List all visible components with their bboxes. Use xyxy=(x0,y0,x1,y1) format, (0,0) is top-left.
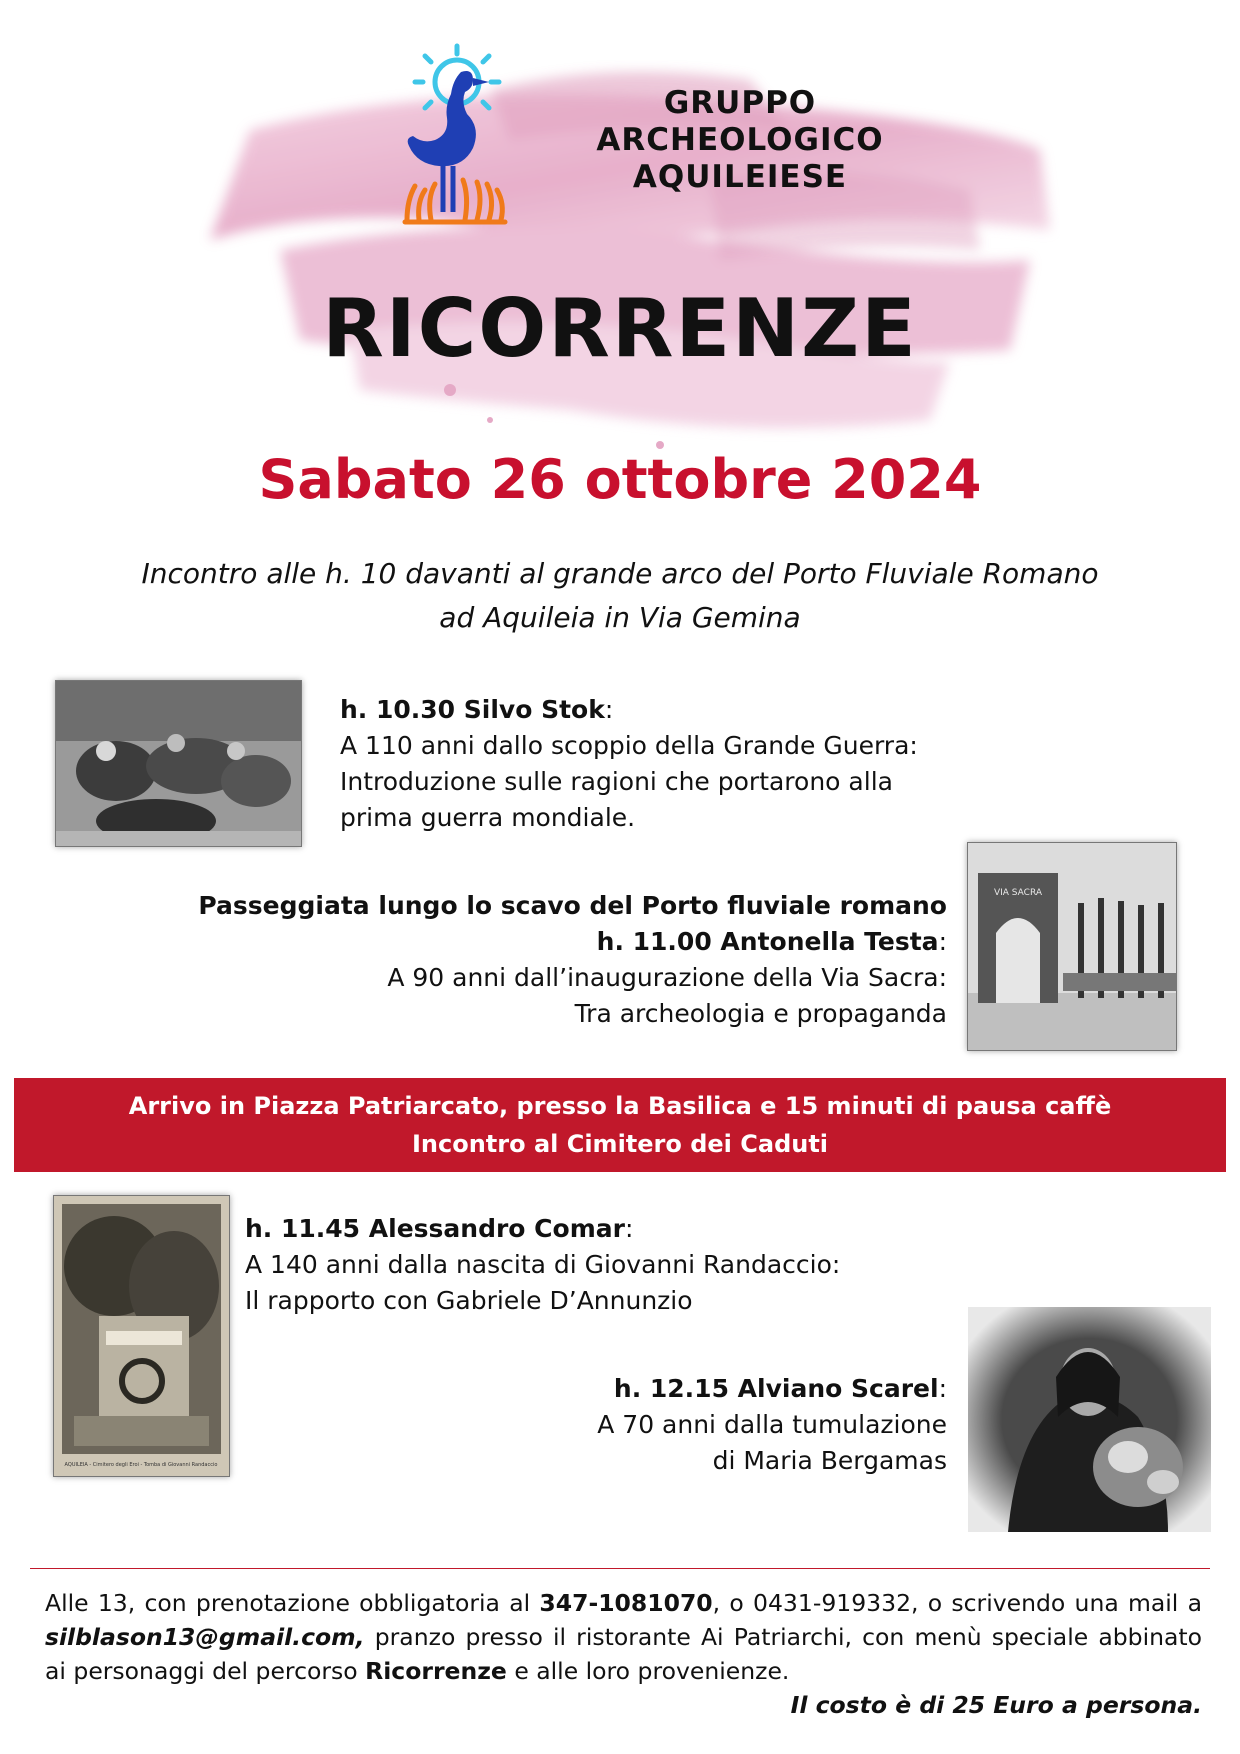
talk-time-speaker: h. 12.15 Alviano Scarel xyxy=(613,1374,939,1403)
organization-name-line: AQUILEIESE xyxy=(632,159,848,195)
talk-line: Introduzione sulle ragioni che portarono alla xyxy=(340,767,893,796)
lunch-info xyxy=(45,1586,1202,1722)
organization-name xyxy=(590,85,890,196)
via-sacra-arch-photo xyxy=(967,842,1177,1051)
event-name-bold: Ricorrenze xyxy=(365,1657,507,1685)
maria-bergamas-photo xyxy=(968,1307,1211,1532)
talk-time-speaker: h. 11.45 Alessandro Comar xyxy=(245,1214,625,1243)
banner-line: Arrivo in Piazza Patriarcato, presso la Basilica e 15 minuti di pausa caffè xyxy=(128,1092,1112,1120)
crane-logo-icon xyxy=(395,42,520,227)
pause-banner xyxy=(14,1078,1226,1172)
talk-line: A 90 anni dall’inaugurazione della Via Sacra: xyxy=(387,963,947,992)
talk-line: prima guerra mondiale. xyxy=(340,803,636,832)
lunch-cost: Il costo è di 25 Euro a persona. xyxy=(790,1691,1202,1719)
talk-line: Tra archeologia e propaganda xyxy=(574,999,947,1028)
organization-name-line: ARCHEOLOGICO xyxy=(596,122,884,158)
talk-4: h. 12.15 Alviano Scarel: A 70 anni dalla tumulazione di Maria Bergamas xyxy=(400,1371,947,1479)
banner-line: Incontro al Cimitero dei Caduti xyxy=(411,1130,829,1158)
event-title: RICORRENZE xyxy=(322,282,918,375)
talk-line: Il rapporto con Gabriele D’Annunzio xyxy=(245,1286,693,1315)
talk-line: A 110 anni dallo scoppio della Grande Guerra: xyxy=(340,731,918,760)
talk-2: Passeggiata lungo lo scavo del Porto fluviale romano h. 11.00 Antonella Testa: A 90 anni dall’inaugurazione della Via Sacra: Tra archeologia e propaganda xyxy=(100,888,947,1032)
event-date: Sabato 26 ottobre 2024 xyxy=(258,448,982,511)
walk-intro: Passeggiata lungo lo scavo del Porto fluviale romano xyxy=(198,891,947,920)
talk-3: h. 11.45 Alessandro Comar: A 140 anni dalla nascita di Giovanni Randaccio: Il rapporto con Gabriele D’Annunzio xyxy=(245,1211,1005,1319)
talk-time-speaker: h. 11.00 Antonella Testa xyxy=(596,927,939,956)
postcard-caption: AQUILEIA - Cimitero degli Eroi - Tomba di Giovanni Randaccio xyxy=(64,1462,218,1468)
phone-number: 347-1081070 xyxy=(539,1589,713,1617)
talk-line: A 70 anni dalla tumulazione xyxy=(597,1410,947,1439)
email-address: silblason13@gmail.com, xyxy=(45,1623,365,1651)
lunch-paragraph: Alle 13, con prenotazione obbligatoria al 347-1081070, o 0431-919332, o scrivendo una mail a silblason13@gmail.com, pranzo presso il ristorante Ai Patriarchi, con menù speciale abbinato ai personaggi del percorso Ricorrenze e alle loro provenienze. xyxy=(45,1589,1202,1685)
divider xyxy=(30,1568,1210,1569)
randaccio-tomb-postcard xyxy=(53,1195,230,1477)
talk-line: A 140 anni dalla nascita di Giovanni Randaccio: xyxy=(245,1250,841,1279)
meeting-line: ad Aquileia in Via Gemina xyxy=(439,601,801,634)
talk-line: di Maria Bergamas xyxy=(712,1446,947,1475)
talk-1: h. 10.30 Silvo Stok: A 110 anni dallo scoppio della Grande Guerra: Introduzione sulle ragioni che portarono alla prima guerra mondiale. xyxy=(340,692,1040,836)
meeting-info xyxy=(40,552,1200,640)
via-sacra-caption: VIA SACRA xyxy=(993,888,1043,898)
soldiers-trench-photo xyxy=(55,680,302,847)
talk-time-speaker: h. 10.30 Silvo Stok xyxy=(340,695,605,724)
meeting-line: Incontro alle h. 10 davanti al grande arco del Porto Fluviale Romano xyxy=(141,557,1099,590)
organization-name-line: GRUPPO xyxy=(663,85,817,121)
